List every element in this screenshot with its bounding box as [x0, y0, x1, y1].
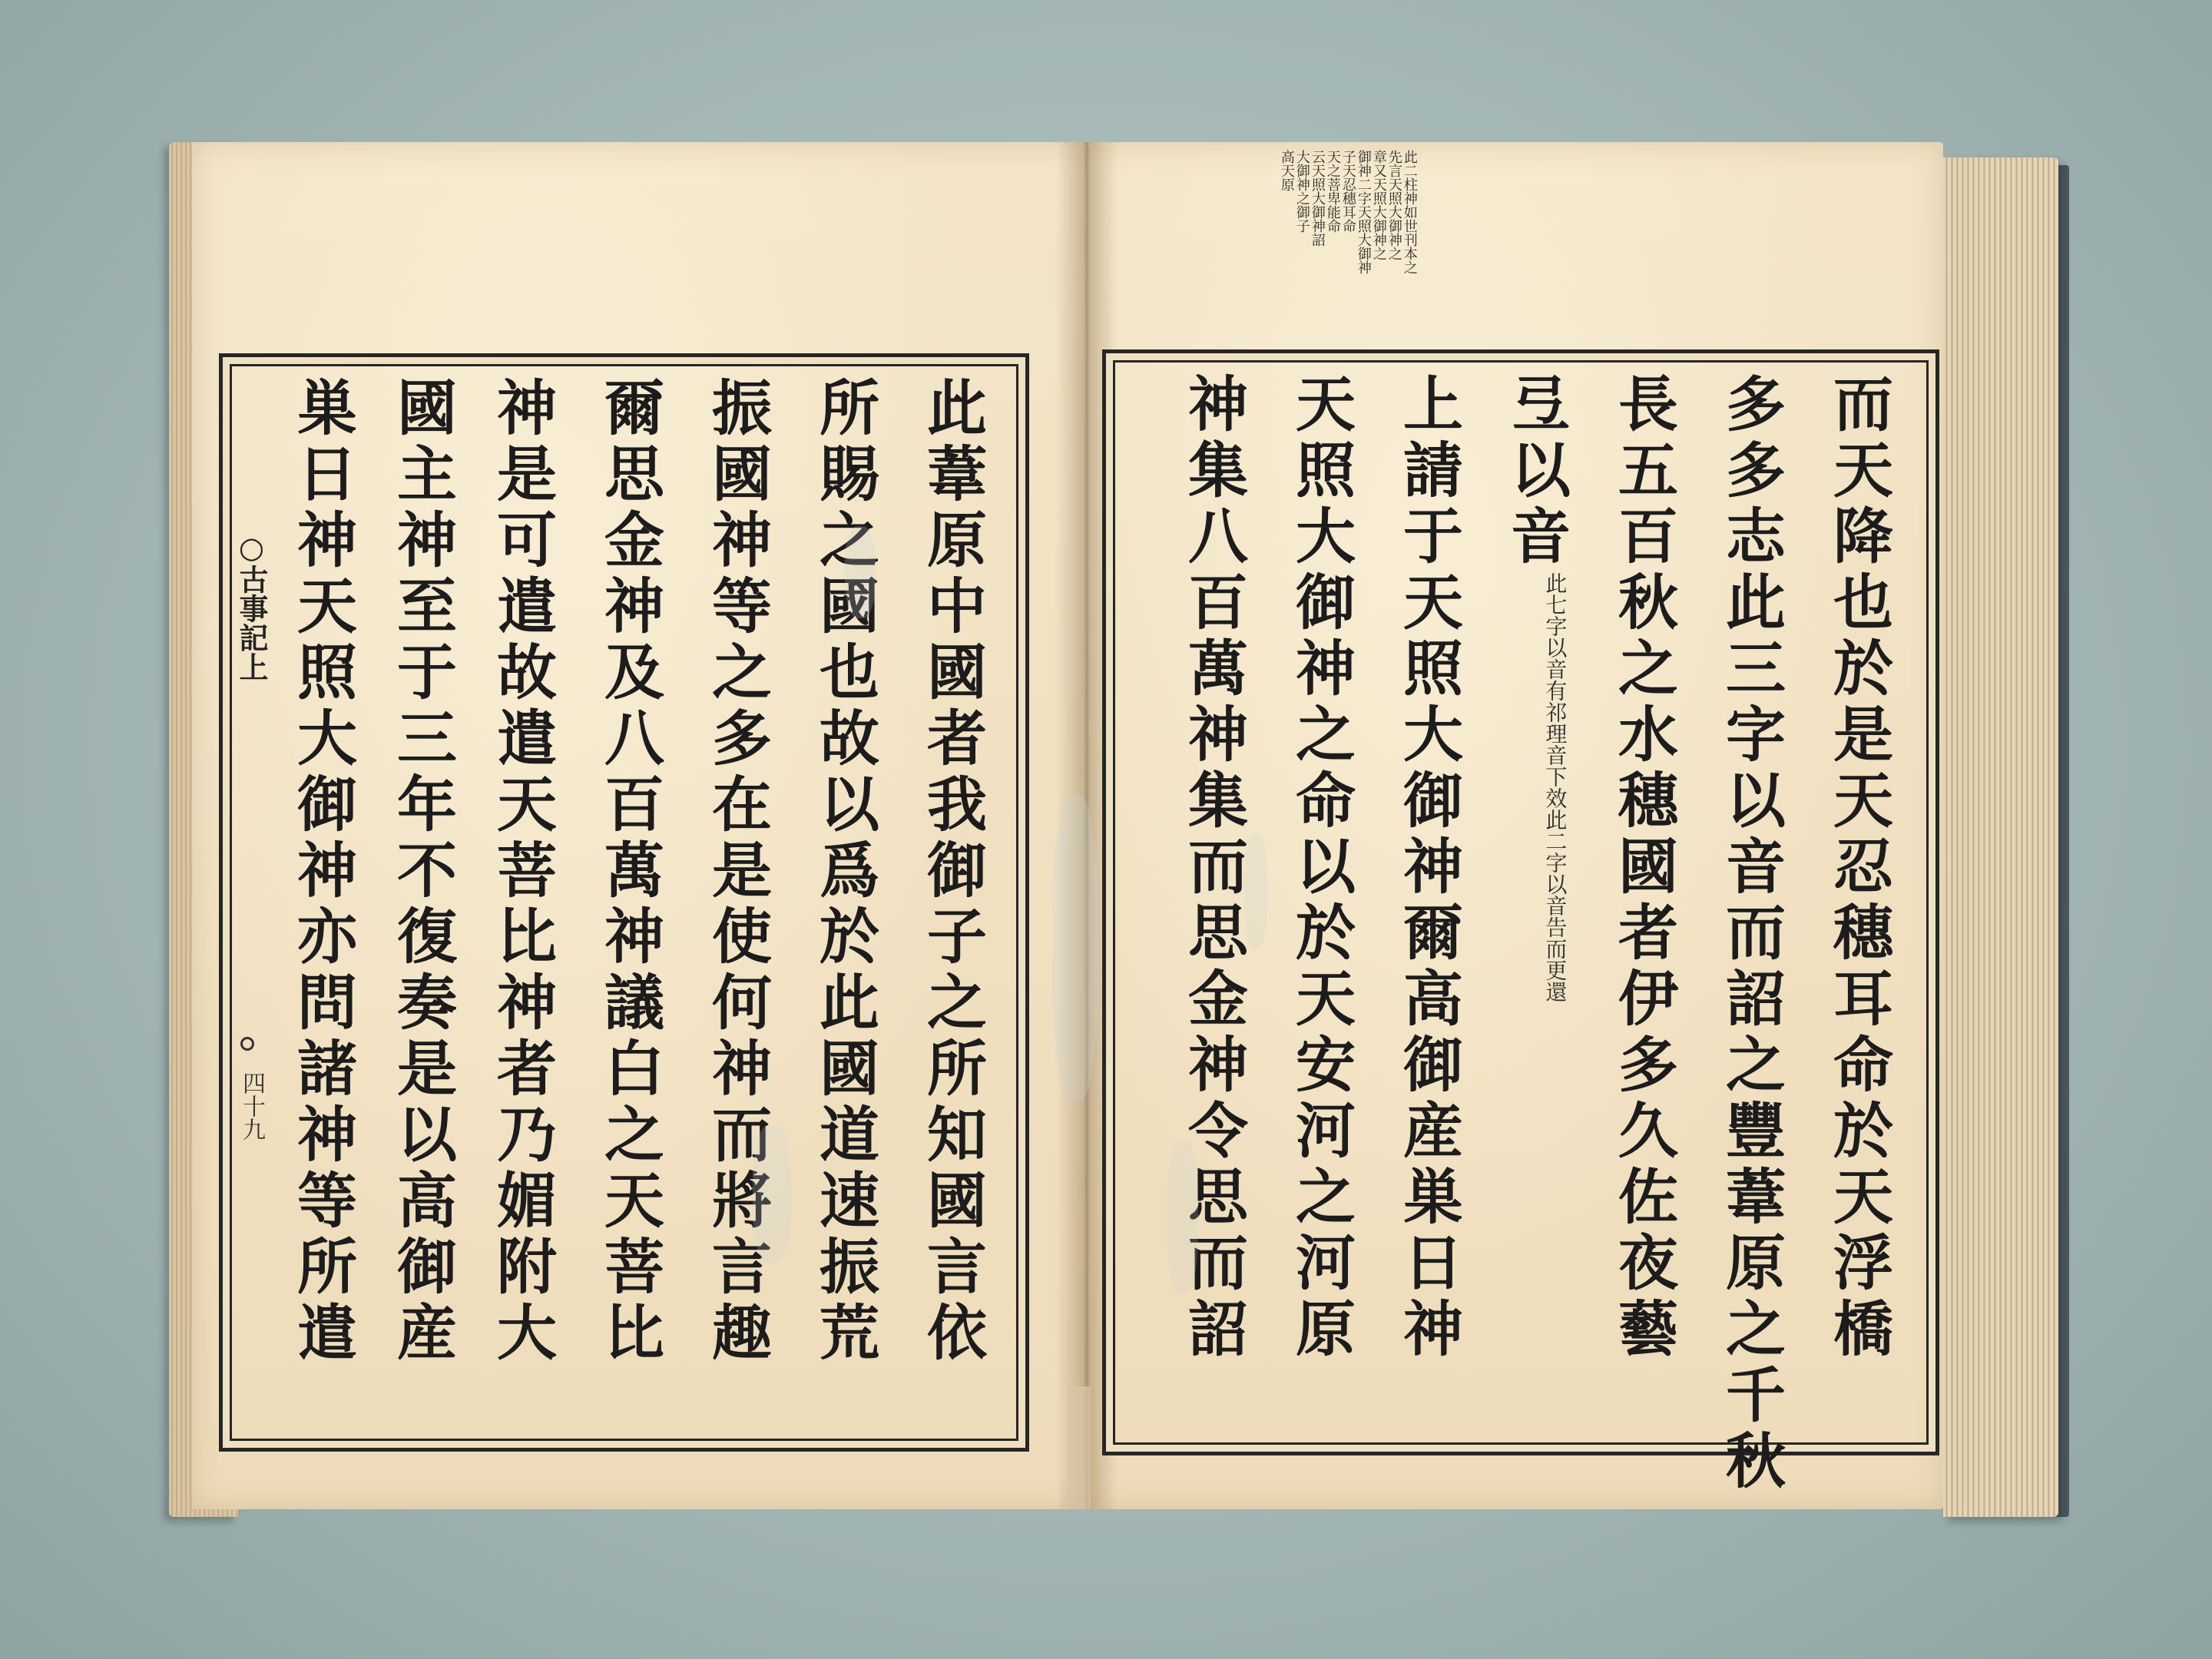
right-inline-note: 此七字以音有祁理音下效此二字以音告而更還: [1542, 572, 1568, 1002]
header-note-6: 天之菩卑能命: [1324, 150, 1341, 233]
right-column-4: 弖以音: [1501, 373, 1571, 571]
header-note-5: 子天忍穗耳命: [1339, 150, 1356, 233]
header-note-2: 先言天照大御神之: [1386, 150, 1402, 260]
header-note-3: 章又天照大御神之: [1370, 150, 1387, 260]
left-column-5: 神是可遣故遣天菩比神者乃媚附大: [487, 376, 557, 1367]
paper-wear: [1244, 833, 1267, 949]
header-note-9: 高天原: [1278, 150, 1295, 191]
paper-wear: [1167, 1141, 1198, 1294]
left-column-6: 國主神至于三年不復奏是以高御産: [387, 376, 457, 1367]
header-note-4: 御神二字天照大御神: [1355, 150, 1372, 274]
paper-wear: [753, 1125, 791, 1263]
header-note-7: 云天照大御神詔: [1309, 150, 1326, 247]
right-column-7: 神集八百萬神集而思金神令思而詔: [1178, 373, 1248, 1363]
paper-wear: [845, 526, 876, 618]
left-column-4: 爾思金神及八百萬神議白之天菩比: [594, 376, 664, 1367]
right-column-1: 而天降也於是天忍穗耳命於天浮橋: [1823, 373, 1893, 1363]
open-book: [169, 142, 2051, 1525]
left-column-1: 此葦原中國者我御子之所知國言依: [917, 376, 987, 1367]
margin-dot: [240, 1037, 254, 1051]
paper-wear: [1052, 795, 1098, 1102]
page-number: 四十九: [238, 1071, 265, 1141]
right-column-6: 天照大御神之命以於天安河之河原: [1286, 373, 1356, 1363]
left-column-7: 巣日神天照大御神亦問諸神等所遣: [287, 376, 357, 1367]
right-column-5: 上請于天照大御神爾高御産巣日神: [1393, 373, 1463, 1363]
margin-title: ○古事記上: [234, 530, 269, 681]
header-note-8: 大御神之御子: [1293, 150, 1310, 233]
right-column-2: 多多志此三字以音而詔之豐葦原之千秋: [1716, 373, 1786, 1495]
binding-thread: [1068, 1386, 1091, 1509]
left-column-2: 所賜之國也故以爲於此國道速振荒: [810, 376, 879, 1367]
page-edges-right: [1943, 157, 2058, 1517]
left-column-3: 振國神等之多在是使何神而將言趣: [702, 376, 772, 1367]
right-column-3: 長五百秋之水穗國者伊多久佐夜藝: [1608, 373, 1678, 1363]
header-note-1: 此二柱神如世刊本之: [1401, 150, 1418, 274]
